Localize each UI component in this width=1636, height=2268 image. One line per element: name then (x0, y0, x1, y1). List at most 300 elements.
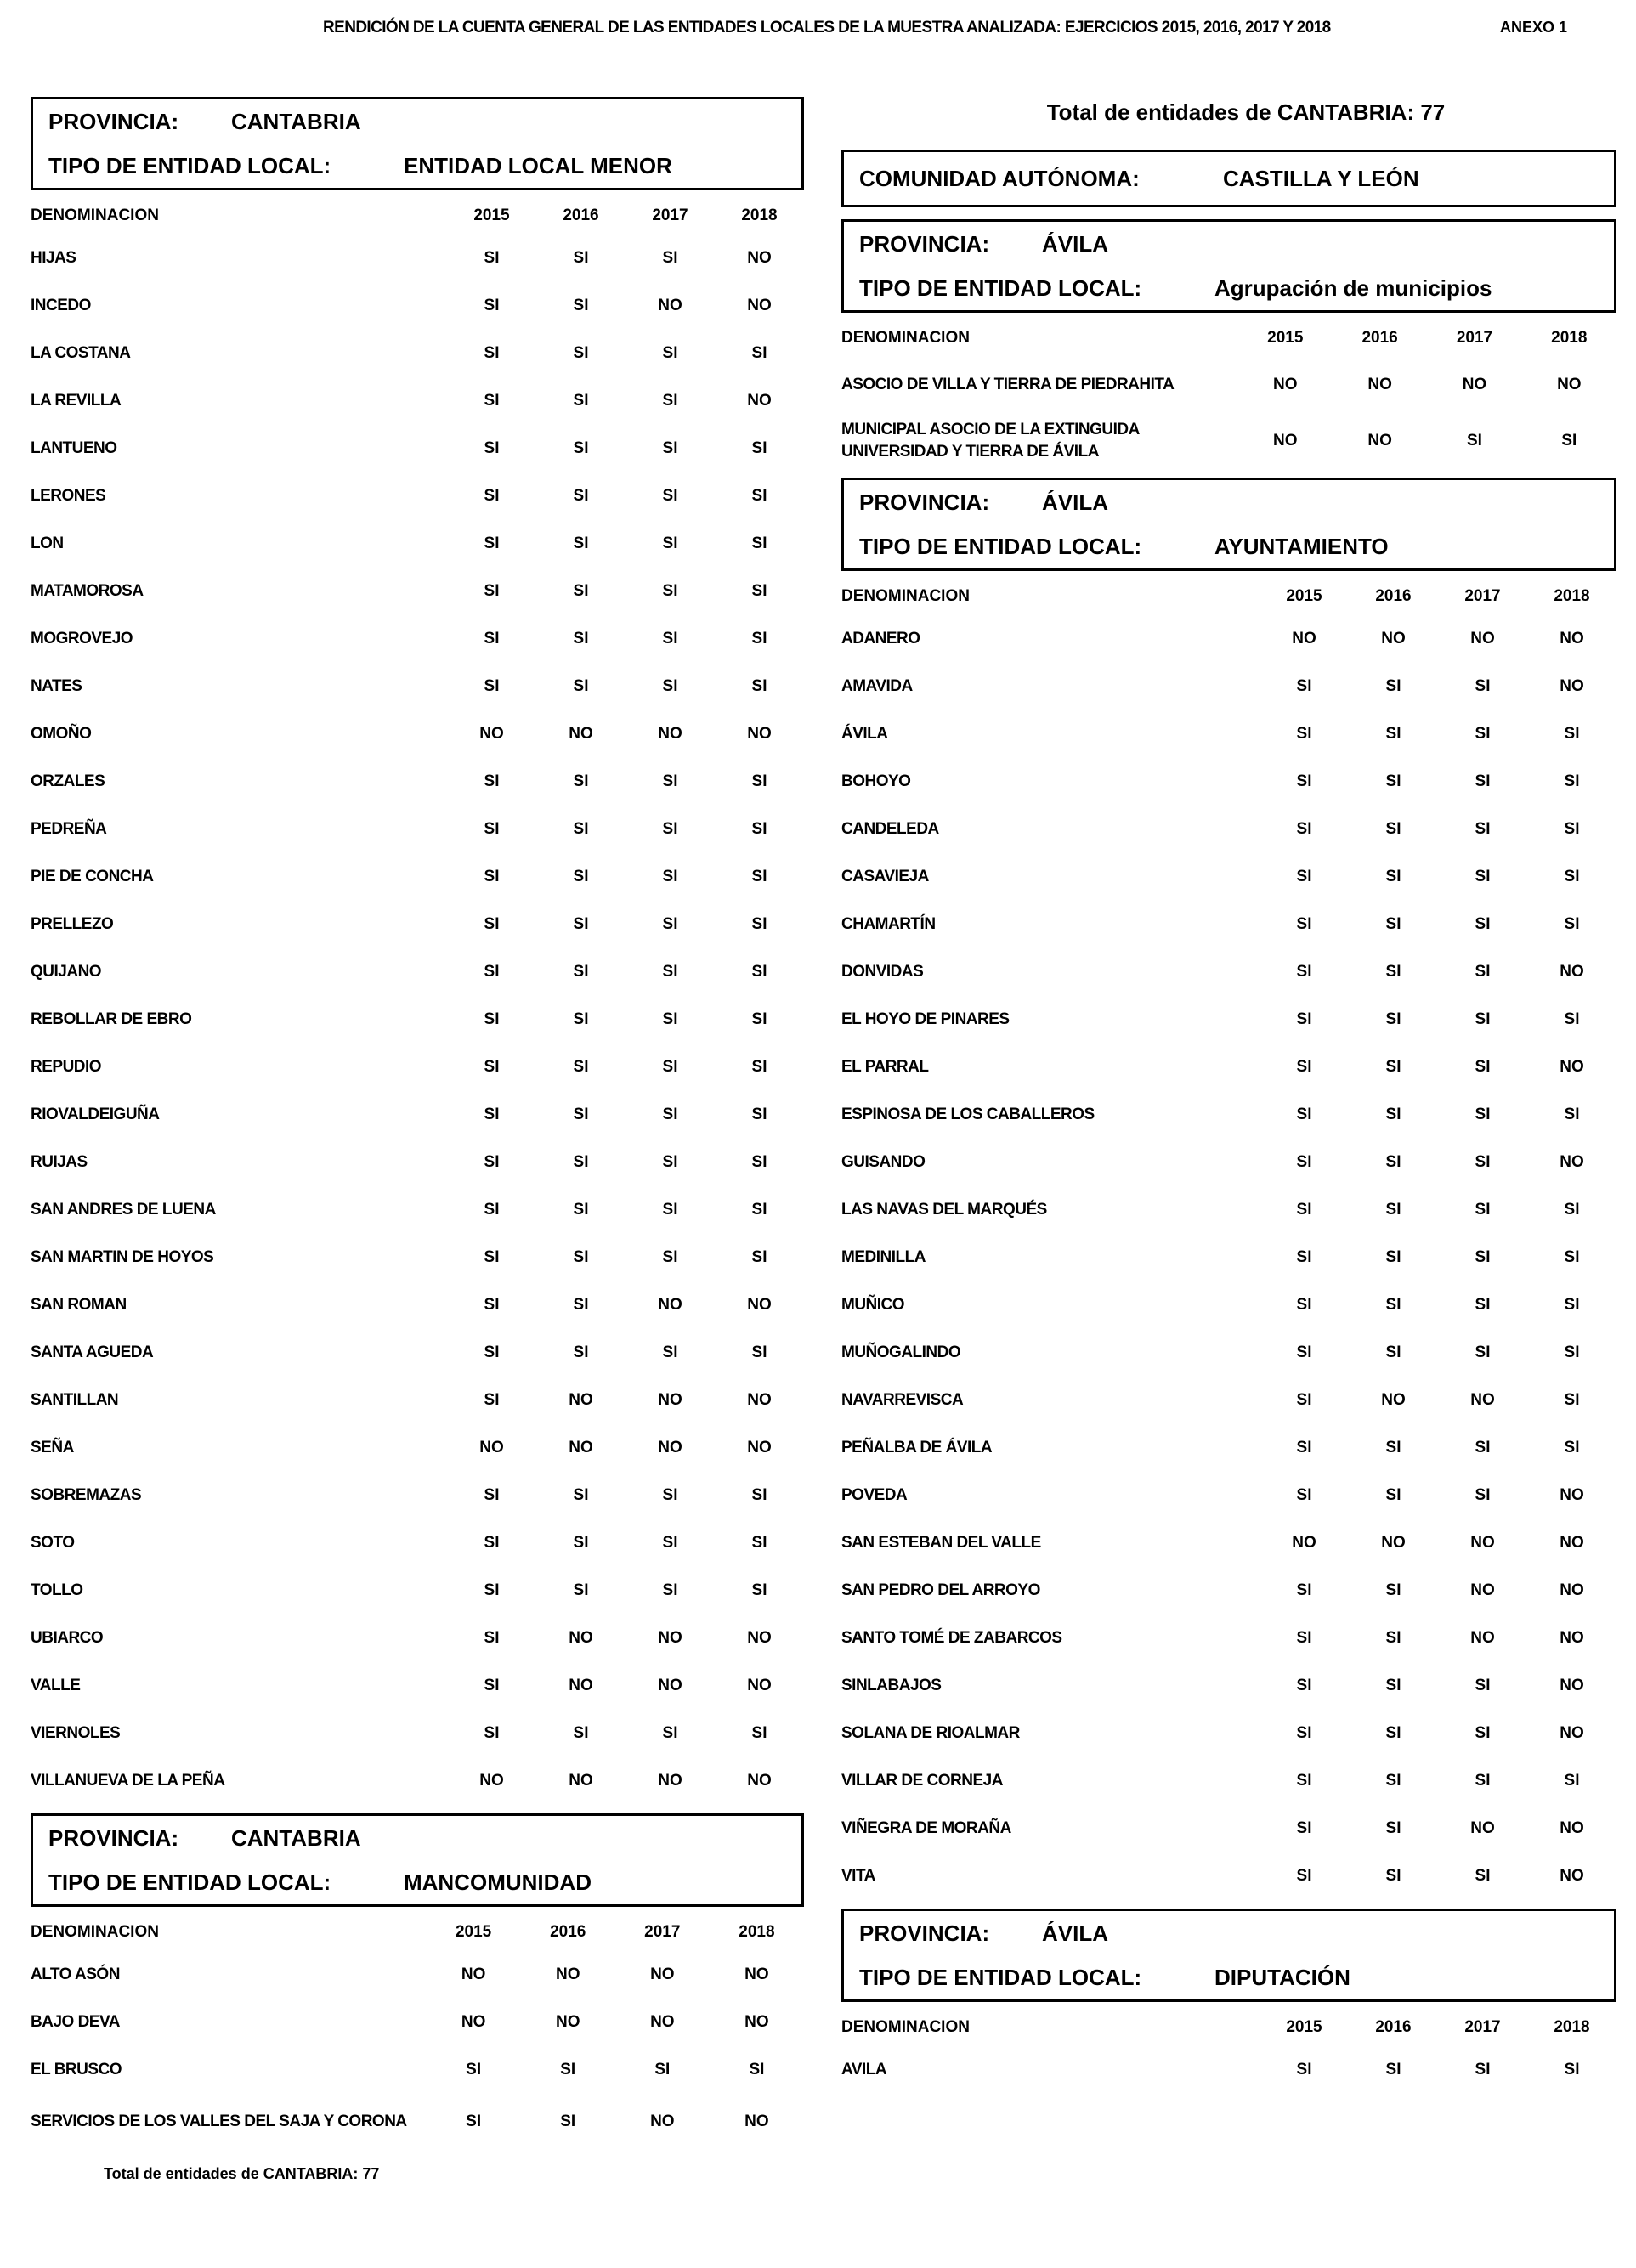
table-row (841, 357, 1616, 413)
tipo-row (859, 266, 1599, 310)
tipo-row (48, 144, 786, 188)
year-status-cell: SI (1475, 1677, 1491, 1694)
provincia-label: PROVINCIA: (859, 1920, 990, 1946)
year-status-cell: SI (484, 439, 500, 457)
year-status-cell: SI (1296, 677, 1312, 695)
year-status-cell: SI (484, 344, 500, 362)
year-status-cell: SI (1475, 1486, 1491, 1504)
provincia-value: ÁVILA (1042, 230, 1108, 257)
year-status-cell: SI (1475, 677, 1491, 695)
denominacion-cell: CANDELEDA (841, 820, 939, 838)
col-denominacion: DENOMINACION (31, 1923, 159, 1941)
table-avila-agrupacion (841, 320, 1616, 469)
denominacion-cell: BAJO DEVA (31, 2013, 120, 2031)
year-status-cell: SI (751, 630, 767, 648)
table-row (31, 330, 804, 377)
year-status-cell: SI (1385, 1010, 1401, 1028)
denominacion-cell: BOHOYO (841, 772, 911, 790)
table-row (31, 235, 804, 282)
denominacion-cell: INCEDO (31, 297, 91, 314)
year-status-cell: SI (751, 582, 767, 600)
year-status-cell: NO (1560, 963, 1584, 981)
year-status-cell: SI (1385, 1058, 1401, 1076)
tipo-row (859, 524, 1599, 568)
year-status-cell: SI (573, 1724, 589, 1742)
year-status-cell: NO (744, 2112, 769, 2130)
year-status-cell: SI (573, 772, 589, 790)
year-status-cell: SI (751, 963, 767, 981)
denominacion-cell: SINLABAJOS (841, 1677, 942, 1694)
year-status-cell: SI (484, 392, 500, 410)
year-status-cell: NO (744, 2013, 769, 2031)
year-status-cell: NO (747, 297, 772, 314)
year-status-cell: SI (573, 1534, 589, 1552)
year-status-cell: NO (1381, 1534, 1406, 1552)
year-status-cell: NO (1367, 432, 1392, 450)
table-row (31, 520, 804, 568)
year-status-cell: SI (751, 1248, 767, 1266)
table-row (841, 663, 1616, 710)
year-status-cell: SI (466, 2112, 482, 2130)
year-status-cell: SI (1296, 1629, 1312, 1647)
col-2016: 2016 (550, 1923, 586, 1941)
denominacion-cell: UBIARCO (31, 1629, 104, 1647)
table-row (841, 1044, 1616, 1091)
col-2017: 2017 (652, 206, 688, 224)
year-status-cell: SI (1475, 1201, 1491, 1219)
year-status-cell: SI (1475, 963, 1491, 981)
year-status-cell: SI (484, 297, 500, 314)
year-status-cell: SI (484, 1296, 500, 1314)
col-2015: 2015 (1286, 587, 1322, 605)
year-status-cell: SI (484, 630, 500, 648)
denominacion-cell: AVILA (841, 2061, 887, 2079)
year-status-cell: SI (484, 534, 500, 552)
provincia-label: PROVINCIA: (48, 1824, 179, 1851)
provincia-label: PROVINCIA: (48, 108, 179, 134)
table-header (841, 578, 1616, 615)
denominacion-cell: ALTO ASÓN (31, 1965, 120, 1983)
year-status-cell: SI (1385, 1201, 1401, 1219)
year-status-cell: NO (658, 297, 682, 314)
denominacion-cell: PIE DE CONCHA (31, 868, 154, 885)
year-status-cell: SI (662, 1201, 678, 1219)
year-status-cell: NO (1560, 1153, 1584, 1171)
col-2018: 2018 (1551, 329, 1588, 347)
year-status-cell: SI (484, 1058, 500, 1076)
year-status-cell: SI (1385, 1819, 1401, 1837)
denominacion-cell: MATAMOROSA (31, 582, 144, 600)
year-status-cell: SI (484, 820, 500, 838)
table-cantabria-mancomunidad (31, 1914, 804, 2150)
year-status-cell: NO (658, 1677, 682, 1694)
year-status-cell: NO (555, 1965, 580, 1983)
year-status-cell: SI (573, 392, 589, 410)
year-status-cell: SI (560, 2112, 576, 2130)
year-status-cell: NO (1367, 376, 1392, 393)
year-status-cell: SI (1475, 2061, 1491, 2079)
year-status-cell: SI (1385, 1106, 1401, 1123)
table-row (841, 1329, 1616, 1377)
table-avila-ayuntamiento (841, 578, 1616, 1900)
denominacion-cell: HIJAS (31, 249, 76, 267)
table-row (31, 1662, 804, 1710)
year-status-cell: SI (1385, 1343, 1401, 1361)
provincia-value: CANTABRIA (231, 1824, 361, 1851)
denominacion-cell: GUISANDO (841, 1153, 926, 1171)
year-status-cell: SI (1475, 1106, 1491, 1123)
comunidad-value: CASTILLA Y LEÓN (1223, 165, 1419, 191)
year-status-cell: NO (658, 725, 682, 743)
table-row (31, 1329, 804, 1377)
year-status-cell: SI (1296, 1248, 1312, 1266)
year-status-cell: NO (1560, 1058, 1584, 1076)
year-status-cell: SI (751, 1343, 767, 1361)
year-status-cell: SI (1564, 1296, 1580, 1314)
denominacion-cell: VILLANUEVA DE LA PEÑA (31, 1772, 225, 1790)
table-row (31, 282, 804, 330)
entity-box-avila-diputacion (841, 1909, 1616, 2002)
year-status-cell: SI (1564, 915, 1580, 933)
table-row (31, 377, 804, 425)
denominacion-cell: NATES (31, 677, 82, 695)
provincia-row (48, 1816, 786, 1860)
year-status-cell: NO (744, 1965, 769, 1983)
year-status-cell: SI (662, 487, 678, 505)
table-row (841, 615, 1616, 663)
year-status-cell: SI (662, 630, 678, 648)
year-status-cell: SI (1296, 820, 1312, 838)
document-title: RENDICIÓN DE LA CUENTA GENERAL DE LAS ENTIDADES LOCALES DE LA MUESTRA ANALIZADA: EJERCICIOS 2015, 2016, 2017 Y 2018 (323, 19, 1331, 37)
total-entidades-left: Total de entidades de CANTABRIA: 77 (104, 2165, 380, 2182)
year-status-cell: SI (484, 1343, 500, 1361)
year-status-cell: SI (484, 249, 500, 267)
tipo-value: Agrupación de municipios (1214, 274, 1492, 301)
year-status-cell: NO (555, 2013, 580, 2031)
denominacion-cell: PRELLEZO (31, 915, 114, 933)
table-row (31, 1091, 804, 1139)
denominacion-cell: LERONES (31, 487, 106, 505)
col-2016: 2016 (563, 206, 599, 224)
year-status-cell: NO (747, 249, 772, 267)
provincia-row (859, 480, 1599, 524)
denominacion-cell: CHAMARTÍN (841, 915, 936, 933)
denominacion-cell: RIOVALDEIGUÑA (31, 1106, 160, 1123)
year-status-cell: SI (751, 1153, 767, 1171)
entity-box-avila-ayuntamiento (841, 478, 1616, 571)
year-status-cell: SI (1475, 1153, 1491, 1171)
denominacion-cell: AMAVIDA (841, 677, 913, 695)
table-row (31, 615, 804, 663)
year-status-cell: SI (662, 1010, 678, 1028)
col-2015: 2015 (1267, 329, 1304, 347)
year-status-cell: SI (751, 677, 767, 695)
table-row (31, 1999, 804, 2046)
year-status-cell: NO (1462, 376, 1487, 393)
year-status-cell: NO (1560, 1677, 1584, 1694)
year-status-cell: SI (1296, 1867, 1312, 1885)
year-status-cell: SI (573, 534, 589, 552)
year-status-cell: NO (569, 1439, 593, 1456)
table-row (31, 1615, 804, 1662)
denominacion-cell: EL PARRAL (841, 1058, 929, 1076)
year-status-cell: SI (573, 1010, 589, 1028)
year-status-cell: SI (654, 2061, 671, 2079)
col-2015: 2015 (455, 1923, 492, 1941)
table-row (31, 1234, 804, 1281)
year-status-cell: NO (747, 1677, 772, 1694)
year-status-cell: SI (484, 1153, 500, 1171)
year-status-cell: SI (749, 2061, 765, 2079)
year-status-cell: SI (1385, 1296, 1401, 1314)
year-status-cell: SI (573, 1153, 589, 1171)
year-status-cell: NO (461, 2013, 486, 2031)
year-status-cell: NO (1560, 630, 1584, 648)
denominacion-cell: SOLANA DE RIOALMAR (841, 1724, 1020, 1742)
denominacion-cell: SAN ESTEBAN DEL VALLE (841, 1534, 1041, 1552)
table-row (841, 853, 1616, 901)
entity-box-cantabria-elm (31, 97, 804, 190)
year-status-cell: NO (658, 1772, 682, 1790)
denominacion-cell: MUÑICO (841, 1296, 905, 1314)
year-status-cell: SI (1475, 1343, 1491, 1361)
year-status-cell: SI (1385, 1153, 1401, 1171)
table-row (31, 568, 804, 615)
table-row (841, 1852, 1616, 1900)
table-row (841, 996, 1616, 1044)
year-status-cell: SI (1296, 1772, 1312, 1790)
year-status-cell: NO (747, 392, 772, 410)
year-status-cell: NO (650, 2112, 675, 2130)
year-status-cell: SI (1385, 772, 1401, 790)
table-row (841, 1662, 1616, 1710)
year-status-cell: SI (573, 344, 589, 362)
year-status-cell: SI (1385, 1486, 1401, 1504)
year-status-cell: NO (747, 1772, 772, 1790)
provincia-row (859, 222, 1599, 266)
year-status-cell: NO (1470, 1534, 1495, 1552)
year-status-cell: SI (662, 534, 678, 552)
year-status-cell: SI (484, 772, 500, 790)
table-row (841, 901, 1616, 948)
year-status-cell: NO (650, 2013, 675, 2031)
year-status-cell: SI (662, 820, 678, 838)
comunidad-label: COMUNIDAD AUTÓNOMA: (859, 165, 1140, 191)
col-2015: 2015 (473, 206, 510, 224)
denominacion-cell: SAN ANDRES DE LUENA (31, 1201, 216, 1219)
year-status-cell: NO (1470, 1629, 1495, 1647)
year-status-cell: SI (751, 1010, 767, 1028)
provincia-row (859, 1911, 1599, 1955)
year-status-cell: SI (1475, 1439, 1491, 1456)
year-status-cell: SI (1475, 1724, 1491, 1742)
year-status-cell: NO (569, 1629, 593, 1647)
year-status-cell: SI (484, 1534, 500, 1552)
col-2017: 2017 (1456, 329, 1493, 347)
col-2018: 2018 (741, 206, 778, 224)
tipo-label: TIPO DE ENTIDAD LOCAL: (48, 152, 331, 178)
year-status-cell: NO (1557, 376, 1582, 393)
table-row (31, 1281, 804, 1329)
col-2016: 2016 (1361, 329, 1398, 347)
denominacion-cell: SANTA AGUEDA (31, 1343, 154, 1361)
table-header (841, 320, 1616, 357)
tipo-value: AYUNTAMIENTO (1214, 533, 1389, 559)
entity-box-cantabria-mancomunidad (31, 1813, 804, 1907)
denominacion-cell: VITA (841, 1867, 875, 1885)
year-status-cell: SI (1385, 1772, 1401, 1790)
year-status-cell: SI (1296, 1439, 1312, 1456)
table-row (31, 1472, 804, 1519)
year-status-cell: SI (1385, 868, 1401, 885)
year-status-cell: SI (1385, 1867, 1401, 1885)
denominacion-cell: LAS NAVAS DEL MARQUÉS (841, 1201, 1047, 1219)
table-row (31, 1044, 804, 1091)
table-row (31, 1186, 804, 1234)
year-status-cell: SI (484, 1106, 500, 1123)
year-status-cell: SI (1564, 1106, 1580, 1123)
year-status-cell: SI (751, 1486, 767, 1504)
provincia-row (48, 99, 786, 144)
year-status-cell: SI (751, 820, 767, 838)
year-status-cell: SI (484, 1486, 500, 1504)
denominacion-cell: SAN MARTIN DE HOYOS (31, 1248, 214, 1266)
year-status-cell: NO (1470, 1581, 1495, 1599)
year-status-cell: SI (573, 439, 589, 457)
year-status-cell: SI (1296, 1581, 1312, 1599)
year-status-cell: SI (1564, 772, 1580, 790)
year-status-cell: SI (484, 1677, 500, 1694)
year-status-cell: SI (573, 249, 589, 267)
year-status-cell: SI (1475, 820, 1491, 838)
denominacion-cell: SOBREMAZAS (31, 1486, 142, 1504)
year-status-cell: SI (1296, 1058, 1312, 1076)
denominacion-cell: VALLE (31, 1677, 81, 1694)
table-row (31, 472, 804, 520)
table-row (31, 1710, 804, 1757)
comunidad-row (859, 152, 1599, 205)
table-row (31, 806, 804, 853)
year-status-cell: SI (1296, 915, 1312, 933)
denominacion-cell: SANTILLAN (31, 1391, 119, 1409)
table-row (31, 425, 804, 472)
year-status-cell: SI (573, 297, 589, 314)
year-status-cell: SI (1296, 772, 1312, 790)
table-row (841, 1615, 1616, 1662)
table-row (31, 758, 804, 806)
year-status-cell: SI (1564, 1439, 1580, 1456)
denominacion-cell: REPUDIO (31, 1058, 102, 1076)
denominacion-cell: LA COSTANA (31, 344, 131, 362)
year-status-cell: NO (650, 1965, 675, 1983)
year-status-cell: SI (751, 1106, 767, 1123)
year-status-cell: SI (662, 1153, 678, 1171)
anexo-label: ANEXO 1 (1500, 19, 1568, 36)
year-status-cell: SI (1475, 1867, 1491, 1885)
year-status-cell: NO (569, 725, 593, 743)
table-row (31, 901, 804, 948)
right-column (841, 97, 1616, 2094)
year-status-cell: SI (1296, 1106, 1312, 1123)
denominacion-cell: DONVIDAS (841, 963, 924, 981)
year-status-cell: SI (662, 915, 678, 933)
year-status-cell: SI (1564, 725, 1580, 743)
denominacion-cell: SAN ROMAN (31, 1296, 127, 1314)
year-status-cell: SI (484, 677, 500, 695)
year-status-cell: SI (1385, 1248, 1401, 1266)
year-status-cell: SI (662, 1343, 678, 1361)
year-status-cell: SI (662, 1106, 678, 1123)
tipo-value: MANCOMUNIDAD (404, 1869, 592, 1895)
year-status-cell: SI (573, 1343, 589, 1361)
col-2016: 2016 (1375, 2018, 1412, 2036)
denominacion-cell: LON (31, 534, 64, 552)
year-status-cell: SI (751, 534, 767, 552)
year-status-cell: NO (479, 1439, 504, 1456)
year-status-cell: SI (662, 1581, 678, 1599)
year-status-cell: SI (484, 1581, 500, 1599)
tipo-row (48, 1860, 786, 1904)
year-status-cell: SI (662, 249, 678, 267)
year-status-cell: SI (1296, 963, 1312, 981)
year-status-cell: SI (1564, 868, 1580, 885)
table-avila-diputacion (841, 2009, 1616, 2094)
denominacion-cell: RUIJAS (31, 1153, 88, 1171)
year-status-cell: SI (573, 1581, 589, 1599)
year-status-cell: SI (1385, 915, 1401, 933)
year-status-cell: SI (573, 915, 589, 933)
year-status-cell: SI (1475, 725, 1491, 743)
col-2018: 2018 (1554, 587, 1590, 605)
year-status-cell: NO (1470, 630, 1495, 648)
table-row (841, 948, 1616, 996)
tipo-label: TIPO DE ENTIDAD LOCAL: (859, 274, 1142, 301)
year-status-cell: NO (479, 1772, 504, 1790)
year-status-cell: SI (1561, 432, 1577, 450)
year-status-cell: SI (1296, 868, 1312, 885)
provincia-label: PROVINCIA: (859, 230, 990, 257)
col-2017: 2017 (644, 1923, 681, 1941)
table-row (31, 1757, 804, 1805)
year-status-cell: NO (1273, 432, 1298, 450)
year-status-cell: NO (1273, 376, 1298, 393)
denominacion-cell: ESPINOSA DE LOS CABALLEROS (841, 1106, 1095, 1123)
denominacion-cell: CASAVIEJA (841, 868, 929, 885)
col-2018: 2018 (1554, 2018, 1590, 2036)
year-status-cell: SI (662, 772, 678, 790)
table-row (841, 1234, 1616, 1281)
col-2015: 2015 (1286, 2018, 1322, 2036)
year-status-cell: SI (466, 2061, 482, 2079)
table-row (31, 948, 804, 996)
denominacion-cell: MOGROVEJO (31, 630, 133, 648)
col-2017: 2017 (1464, 587, 1501, 605)
table-row (31, 1377, 804, 1424)
table-row (31, 853, 804, 901)
table-row (31, 1424, 804, 1472)
denominacion-cell: SANTO TOMÉ DE ZABARCOS (841, 1629, 1062, 1647)
year-status-cell: SI (484, 1201, 500, 1219)
col-denominacion: DENOMINACION (841, 2018, 970, 2036)
provincia-value: ÁVILA (1042, 489, 1108, 515)
year-status-cell: NO (1560, 1629, 1584, 1647)
col-denominacion: DENOMINACION (841, 587, 970, 605)
year-status-cell: SI (484, 1629, 500, 1647)
year-status-cell: SI (1385, 2061, 1401, 2079)
year-status-cell: SI (484, 868, 500, 885)
year-status-cell: SI (662, 1534, 678, 1552)
year-status-cell: SI (751, 487, 767, 505)
